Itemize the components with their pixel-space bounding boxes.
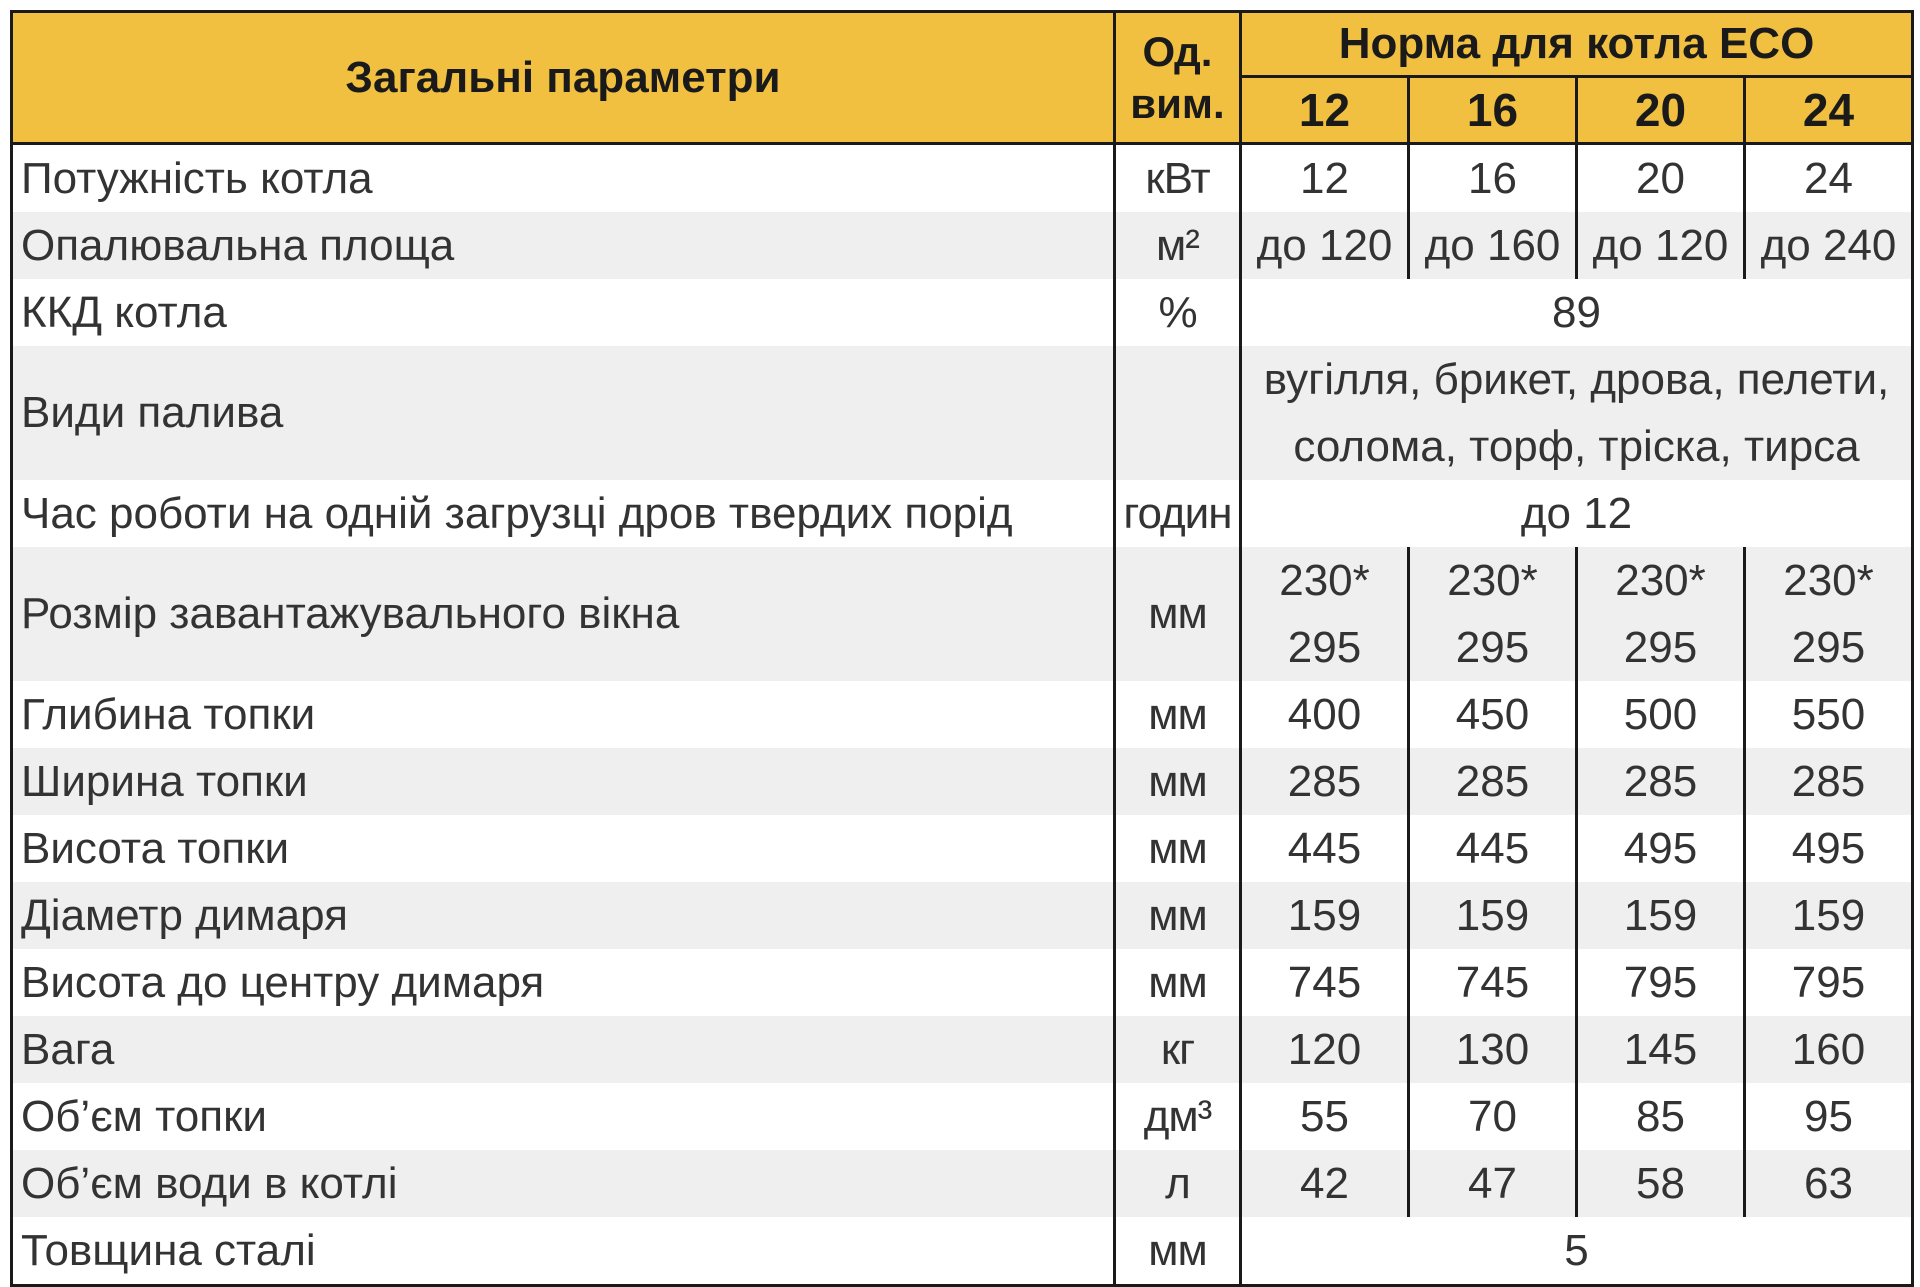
table-row — [12, 815, 1913, 882]
param-value: 159 — [1577, 882, 1745, 949]
param-value: до 120 — [1241, 212, 1409, 279]
param-value: 85 — [1577, 1083, 1745, 1150]
param-unit: % — [1115, 279, 1241, 346]
param-unit: мм — [1115, 748, 1241, 815]
param-unit: мм — [1115, 882, 1241, 949]
param-unit — [1115, 346, 1241, 480]
param-name: Висота до центру димаря — [12, 949, 1115, 1016]
param-value: до 120 — [1577, 212, 1745, 279]
param-value-shared: 5 — [1564, 1225, 1589, 1275]
param-name: Об’єм топки — [12, 1083, 1115, 1150]
table-row — [12, 279, 1913, 346]
header-norm-title: Норма для котла ECO — [1241, 12, 1913, 77]
header-model-12: 12 — [1241, 77, 1409, 144]
table-row — [12, 144, 1913, 213]
param-value: 795 — [1791, 957, 1866, 1007]
param-value: 445 — [1409, 815, 1577, 882]
param-value: 285 — [1241, 748, 1409, 815]
param-value: 24 — [1804, 153, 1853, 203]
table-row — [12, 1083, 1913, 1150]
param-value — [1745, 547, 1913, 681]
param-name: Вага — [12, 1016, 1115, 1083]
param-value: 130 — [1409, 1016, 1577, 1083]
param-name: Діаметр димаря — [12, 882, 1115, 949]
param-name: Час роботи на одній загрузці дров твердих порід — [12, 480, 1115, 547]
header-unit-title — [1115, 12, 1241, 144]
table-row — [12, 748, 1913, 815]
window-size-line1: 230* — [1615, 556, 1706, 605]
param-value: 12 — [1241, 144, 1409, 213]
param-value: 16 — [1409, 144, 1577, 213]
fuel-list-line1: вугілля, брикет, дрова, пелети, — [1263, 355, 1890, 404]
header-unit-line1: Од. — [1142, 27, 1213, 75]
param-value: 745 — [1241, 949, 1409, 1016]
param-name: Види палива — [12, 346, 1115, 480]
param-value-shared: до 12 — [1520, 488, 1633, 538]
table-row — [12, 212, 1913, 279]
param-value: 285 — [1409, 748, 1577, 815]
param-name: Розмір завантажувального вікна — [12, 547, 1115, 681]
param-unit: кг — [1115, 1016, 1241, 1083]
param-value: 159 — [1745, 882, 1913, 949]
param-value — [1577, 547, 1745, 681]
param-name: Об’єм води в котлі — [12, 1150, 1115, 1217]
window-size-line2: 295 — [1791, 623, 1866, 672]
param-value: 445 — [1241, 815, 1409, 882]
param-name: Ширина топки — [12, 748, 1115, 815]
param-unit: мм — [1115, 547, 1241, 681]
param-value: 55 — [1241, 1083, 1409, 1150]
param-name: Глибина топки — [12, 681, 1115, 748]
boiler-spec-table — [10, 10, 1914, 1287]
param-value: 159 — [1241, 882, 1409, 949]
header-model-16: 16 — [1409, 77, 1577, 144]
table-row — [12, 949, 1913, 1016]
param-value: 495 — [1577, 815, 1745, 882]
window-size-line1: 230* — [1447, 556, 1538, 605]
window-size-line2: 295 — [1287, 623, 1362, 672]
table-row — [12, 346, 1913, 480]
param-value: 285 — [1745, 748, 1913, 815]
header-model-24: 24 — [1745, 77, 1913, 144]
table-row — [12, 1016, 1913, 1083]
param-name: Висота топки — [12, 815, 1115, 882]
param-value: 145 — [1577, 1016, 1745, 1083]
param-name: Опалювальна площа — [12, 212, 1115, 279]
param-value-shared: 89 — [1552, 287, 1601, 337]
param-value: 47 — [1409, 1150, 1577, 1217]
param-value: 159 — [1409, 882, 1577, 949]
param-value: 450 — [1409, 681, 1577, 748]
param-unit: мм — [1115, 1217, 1241, 1286]
header-model-20: 20 — [1577, 77, 1745, 144]
fuel-list-line2: солома, торф, тріска, тирса — [1293, 422, 1860, 471]
table-row — [12, 882, 1913, 949]
param-value: до 160 — [1409, 212, 1577, 279]
param-value: 58 — [1577, 1150, 1745, 1217]
param-value: до 240 — [1745, 212, 1913, 279]
param-value: 795 — [1577, 949, 1745, 1016]
param-unit: м² — [1115, 212, 1241, 279]
param-value: 20 — [1577, 144, 1745, 213]
param-value-shared — [1241, 346, 1913, 480]
param-value: 63 — [1745, 1150, 1913, 1217]
param-value: 500 — [1577, 681, 1745, 748]
param-name: Товщина сталі — [12, 1217, 1115, 1286]
param-value: 95 — [1804, 1091, 1853, 1141]
table-row — [12, 547, 1913, 681]
param-unit: годин — [1115, 480, 1241, 547]
window-size-line2: 295 — [1623, 623, 1698, 672]
window-size-line2: 295 — [1455, 623, 1530, 672]
param-value: 550 — [1791, 689, 1866, 739]
param-value: 70 — [1409, 1083, 1577, 1150]
param-value — [1409, 547, 1577, 681]
param-value: 495 — [1791, 823, 1866, 873]
param-unit: кВт — [1115, 144, 1241, 213]
table-row — [12, 480, 1913, 547]
window-size-line1: 230* — [1279, 556, 1370, 605]
param-value: 42 — [1241, 1150, 1409, 1217]
param-unit: мм — [1115, 681, 1241, 748]
param-value — [1241, 547, 1409, 681]
param-unit: дм³ — [1115, 1083, 1241, 1150]
param-value: 160 — [1745, 1016, 1913, 1083]
param-value: 285 — [1577, 748, 1745, 815]
param-value: 120 — [1241, 1016, 1409, 1083]
param-name: Потужність котла — [12, 144, 1115, 213]
table-row — [12, 1150, 1913, 1217]
table-row — [12, 1217, 1913, 1286]
param-unit: мм — [1115, 815, 1241, 882]
window-size-line1: 230* — [1783, 556, 1874, 605]
table-row — [12, 681, 1913, 748]
param-value: 400 — [1241, 681, 1409, 748]
param-unit: мм — [1115, 949, 1241, 1016]
header-params-title: Загальні параметри — [12, 12, 1115, 144]
param-value: 745 — [1409, 949, 1577, 1016]
param-name: ККД котла — [12, 279, 1115, 346]
param-unit: л — [1115, 1150, 1241, 1217]
header-unit-line2: вим. — [1130, 79, 1225, 127]
